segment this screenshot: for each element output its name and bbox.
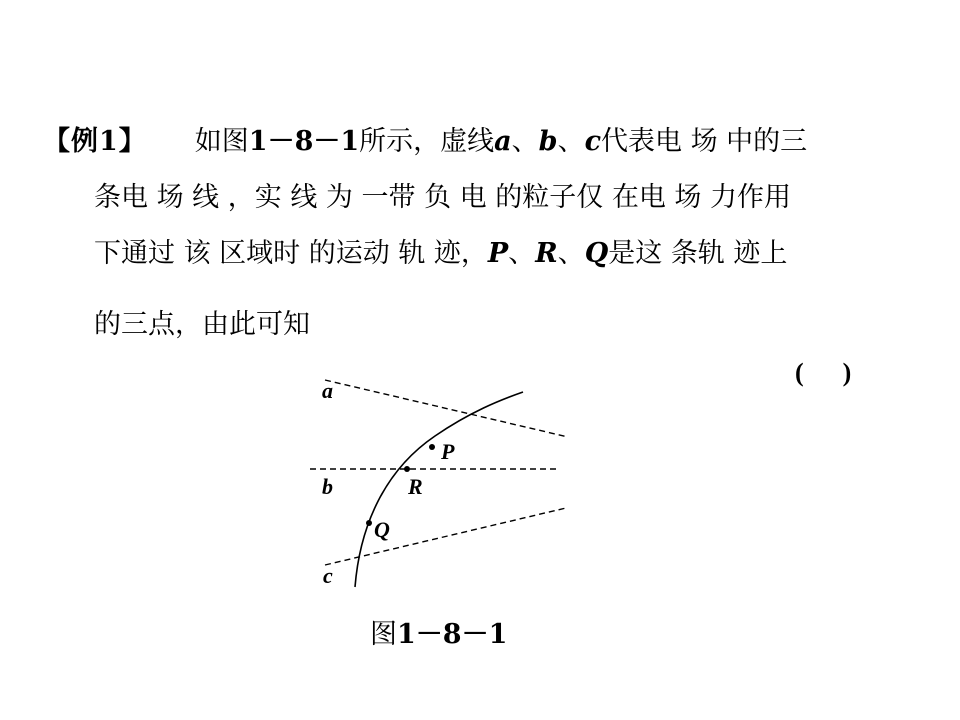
separator: 、 xyxy=(557,126,585,157)
answer-blank: ( ) xyxy=(795,358,852,387)
separator: 、 xyxy=(511,126,539,157)
figure-reference: 1－8－1 xyxy=(248,126,360,157)
figure-label-a: a xyxy=(322,378,333,403)
figure-label-Q: Q xyxy=(374,517,390,542)
figure-label-b: b xyxy=(322,474,333,499)
text-fragment: 如图 xyxy=(194,126,249,157)
separator: 、 xyxy=(557,238,585,269)
problem-line-2: 条电 场 线 ，实 线 为 一带 负 电 的粒子仅 在电 场 力作用 xyxy=(94,182,791,213)
line-label-c: c xyxy=(584,126,602,157)
line-label-b: b xyxy=(538,126,558,157)
point-Q xyxy=(366,520,372,526)
figure-caption xyxy=(370,612,507,651)
example-tag: 【例1】 xyxy=(43,126,147,157)
figure-label-R: R xyxy=(408,474,423,499)
figure-caption-number: 1－8－1 xyxy=(397,619,508,650)
text-fragment: 是这 条轨 迹上 xyxy=(608,238,788,269)
point-label-P: P xyxy=(487,238,509,269)
field-line-c xyxy=(325,508,566,565)
point-label-R: R xyxy=(535,238,558,269)
figure-caption-prefix: 图 xyxy=(370,619,397,650)
point-P xyxy=(429,444,435,450)
text-fragment: 所示，虚线 xyxy=(359,126,495,157)
particle-trajectory xyxy=(355,392,523,587)
text-fragment: 下通过 该 区域时 的运动 轨 迹， xyxy=(94,238,488,269)
line-label-a: a xyxy=(494,126,512,157)
figure-label-c: c xyxy=(323,563,333,588)
separator: 、 xyxy=(508,238,536,269)
point-label-Q: Q xyxy=(584,238,609,269)
problem-line-4-clipped: 的三点，由此可知 xyxy=(94,309,310,340)
figure-label-P: P xyxy=(441,439,455,464)
point-R xyxy=(404,466,410,472)
text-fragment: 代表电 场 中的三 xyxy=(601,126,808,157)
